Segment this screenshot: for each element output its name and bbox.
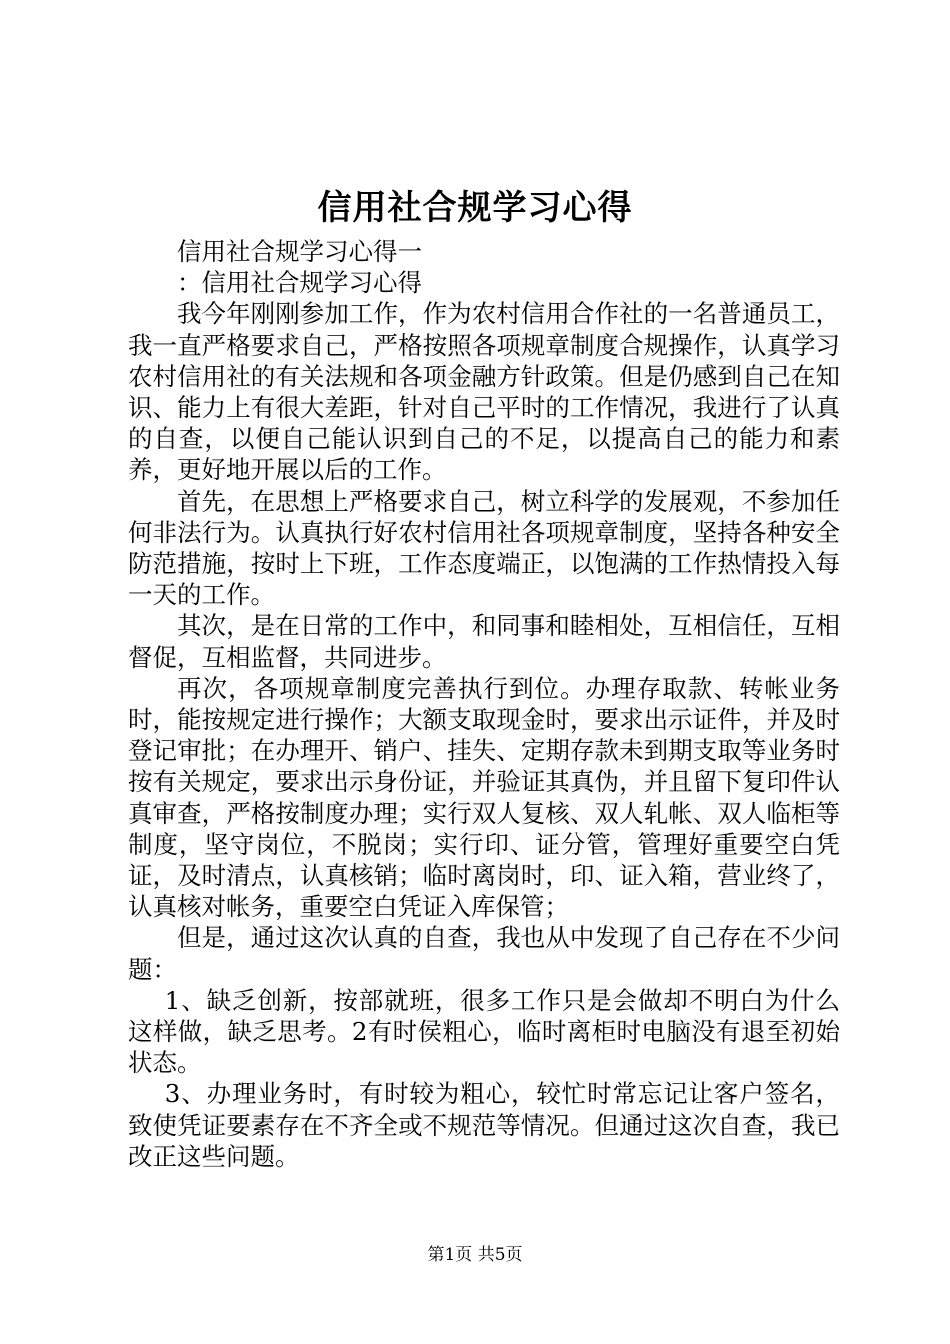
paragraph-intro: 我今年刚刚参加工作，作为农村信用合作社的一名普通员工，我一直严格要求自己，严格按照各项规章制度合规操作，认真学习农村信用社的有关法规和各项金融方针政策。但是仍感到自己在知识、能力上有很大差距，针对自己平时的工作情况，我进行了认真的自查，以便自己能认识到自己的不足，以提高自己的能力和素养，更好地开展以后的工作。: [128, 299, 840, 485]
subtitle-line-1: 信用社合规学习心得一: [177, 237, 422, 266]
paragraph-third: 再次，各项规章制度完善执行到位。办理存取款、转帐业务时，能按规定进行操作；大额支取现金时，要求出示证件，并及时登记审批；在办理开、销户、挂失、定期存款未到期支取等业务时按有关规定，要求出示身份证，并验证其真伪，并且留下复印件认真审查，严格按制度办理；实行双人复核、双人轧帐、双人临柜等制度，坚守岗位，不脱岗；实行印、证分管，管理好重要空白凭证，及时清点，认真核销；临时离岗时，印、证入箱，营业终了，认真核对帐务，重要空白凭证入库保管；: [128, 673, 840, 922]
paragraph-first: 首先，在思想上严格要求自己，树立科学的发展观，不参加任何非法行为。认真执行好农村信用社各项规章制度，坚持各种安全防范措施，按时上下班，工作态度端正，以饱满的工作热情投入每一天的工作。: [128, 486, 840, 610]
paragraph-problems-intro: 但是，通过这次认真的自查，我也从中发现了自己存在不少问题：: [128, 923, 840, 984]
page-number-footer: 第1页 共5页: [427, 1245, 523, 1265]
subtitle-line-2: ：信用社合规学习心得: [177, 268, 422, 298]
paragraph-problem-3: 3、办理业务时，有时较为粗心，较忙时常忘记让客户签名，致使凭证要素存在不齐全或不规范等情况。但通过这次自查，我已改正这些问题。: [128, 1079, 840, 1171]
paragraph-problem-1-2: 1、缺乏创新，按部就班，很多工作只是会做却不明白为什么这样做，缺乏思考。2有时侯粗心，临时离柜时电脑没有退至初始状态。: [128, 985, 840, 1078]
document-body: [128, 236, 840, 1172]
document-title: 信用社合规学习心得: [317, 188, 633, 228]
paragraph-second: 其次，是在日常的工作中，和同事和睦相处，互相信任，互相督促，互相监督，共同进步。: [128, 611, 840, 672]
